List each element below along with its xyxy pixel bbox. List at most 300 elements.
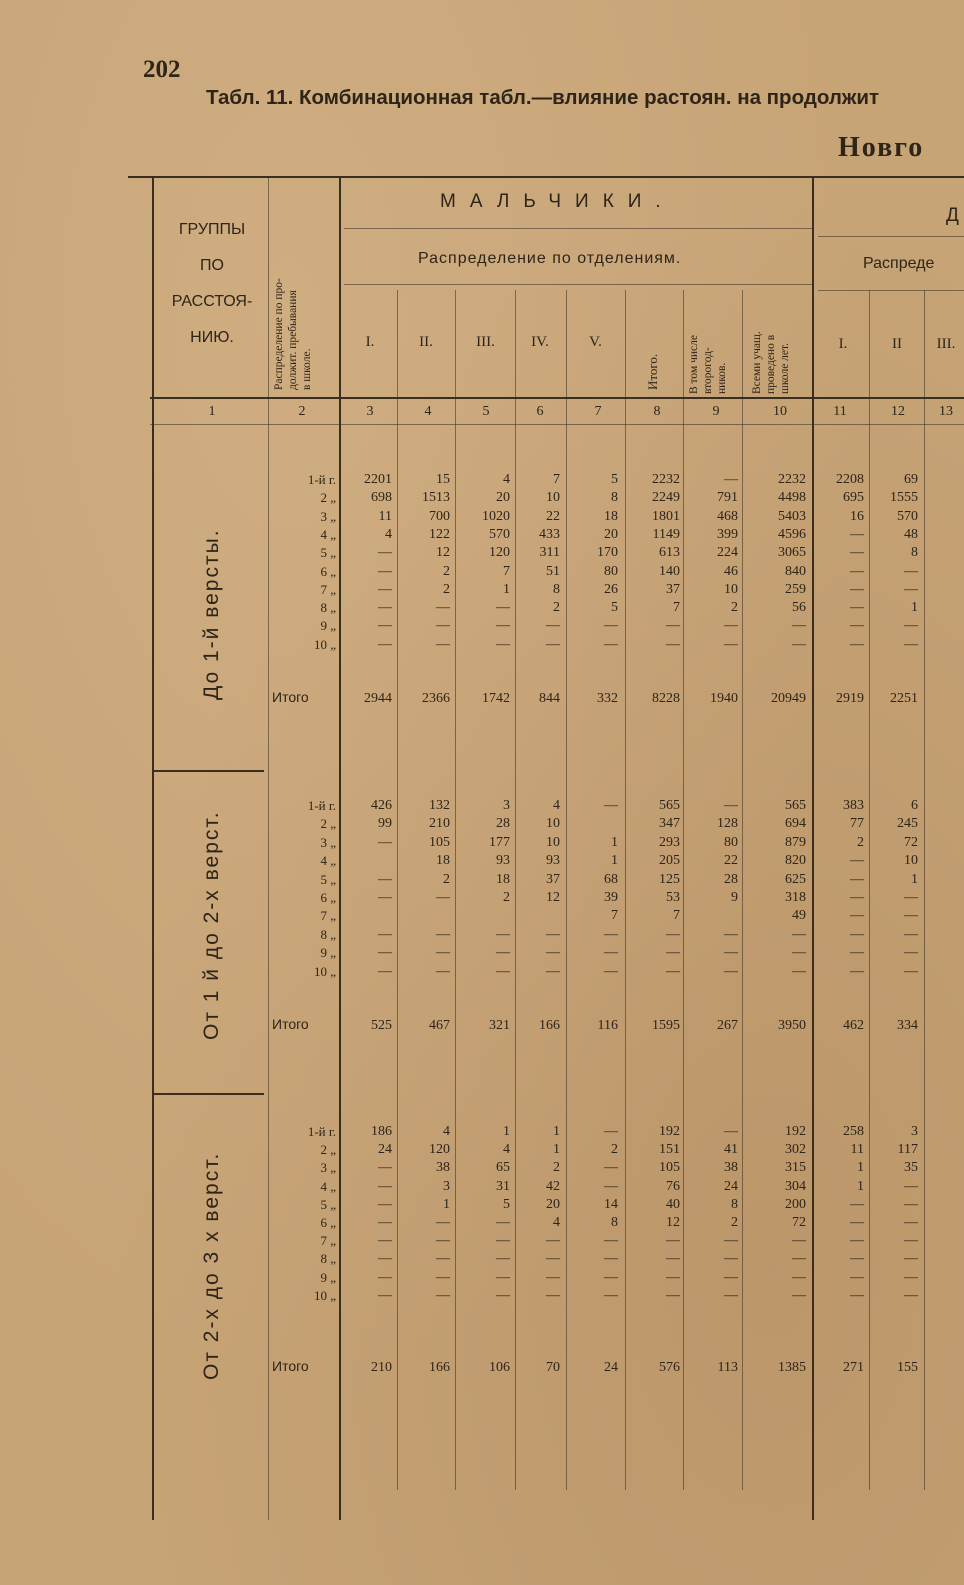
row-label: 7 „ bbox=[320, 908, 336, 924]
table-cell: 177 bbox=[489, 834, 510, 850]
table-cell: — bbox=[850, 600, 864, 616]
table-cell: 840 bbox=[785, 563, 806, 579]
table-cell: — bbox=[724, 1251, 738, 1267]
table-cell: — bbox=[436, 963, 450, 979]
table-cell: 56 bbox=[792, 600, 806, 616]
col9-rule bbox=[742, 290, 743, 1490]
total-cell: 321 bbox=[489, 1018, 510, 1033]
table-cell: 2 bbox=[443, 563, 450, 579]
table-cell: — bbox=[604, 798, 618, 813]
table-cell: — bbox=[496, 600, 510, 616]
table-cell: 11 bbox=[850, 1142, 864, 1158]
total-cell: 462 bbox=[843, 1018, 864, 1033]
table-cell: — bbox=[378, 636, 392, 652]
table-cell: 2249 bbox=[652, 490, 680, 506]
table-cell: 8 bbox=[611, 1215, 618, 1230]
table-cell: — bbox=[604, 618, 618, 634]
table-cell: — bbox=[724, 1124, 738, 1139]
table-cell: — bbox=[792, 1287, 806, 1303]
table-cell: — bbox=[904, 945, 918, 961]
row-label: 2 „ bbox=[320, 816, 336, 832]
table-cell: 1555 bbox=[890, 490, 918, 506]
table-cell: — bbox=[604, 1160, 618, 1176]
column-number: 8 bbox=[653, 404, 661, 419]
table-cell: 93 bbox=[496, 853, 510, 869]
table-cell: 28 bbox=[496, 816, 510, 832]
distribution-header: Распределение по отделениям. bbox=[418, 250, 682, 267]
table-cell: 37 bbox=[666, 581, 680, 597]
table-cell: 49 bbox=[792, 908, 806, 924]
table-cell: 570 bbox=[897, 508, 918, 524]
table-cell: 105 bbox=[429, 834, 450, 850]
table-cell: — bbox=[850, 618, 864, 634]
total-cell: 24 bbox=[604, 1360, 618, 1375]
table-cell: — bbox=[904, 1215, 918, 1230]
total-cell: 576 bbox=[659, 1360, 680, 1375]
total-cell: 1940 bbox=[710, 691, 738, 706]
table-cell: 2 bbox=[611, 1142, 618, 1158]
table-cell: — bbox=[604, 1287, 618, 1303]
table-cell: — bbox=[378, 545, 392, 561]
table-cell: 24 bbox=[724, 1178, 738, 1194]
table-cell: — bbox=[666, 618, 680, 634]
table-cell: 68 bbox=[604, 871, 618, 887]
table-cell: — bbox=[496, 945, 510, 961]
table-cell: 140 bbox=[659, 563, 680, 579]
table-cell: 2 bbox=[443, 871, 450, 887]
table-cell: — bbox=[904, 1269, 918, 1285]
group-name: До 1-й версты. bbox=[200, 528, 223, 700]
col-head-V: V. bbox=[589, 334, 602, 350]
table-cell: 4 bbox=[503, 472, 510, 487]
column-number: 4 bbox=[424, 404, 432, 419]
table-cell: — bbox=[850, 636, 864, 652]
table-cell: 38 bbox=[724, 1160, 738, 1176]
table-cell: — bbox=[378, 618, 392, 634]
table-cell: — bbox=[850, 1287, 864, 1303]
table-cell: — bbox=[904, 963, 918, 979]
total-cell: 267 bbox=[717, 1018, 738, 1033]
table-cell: 565 bbox=[785, 798, 806, 813]
table-cell: 1 bbox=[553, 1142, 560, 1158]
table-cell: — bbox=[604, 1251, 618, 1267]
total-cell: 8228 bbox=[652, 691, 680, 706]
table-cell: 1020 bbox=[482, 508, 510, 524]
table-cell: 51 bbox=[546, 563, 560, 579]
group-separator-1 bbox=[152, 770, 264, 772]
table-cell: 31 bbox=[496, 1178, 510, 1194]
row-label: 1-й г. bbox=[307, 798, 336, 813]
table-cell: 383 bbox=[843, 798, 864, 813]
table-cell: 1 bbox=[911, 871, 918, 887]
table-cell: 192 bbox=[785, 1124, 806, 1139]
table-cell: 695 bbox=[843, 490, 864, 506]
table-cell: 2201 bbox=[364, 472, 392, 487]
table-cell: — bbox=[666, 1251, 680, 1267]
row-label: 5 „ bbox=[320, 871, 336, 887]
table-cell: 69 bbox=[904, 472, 918, 487]
table-cell: 791 bbox=[717, 490, 738, 506]
col-head-II: II. bbox=[419, 334, 433, 350]
table-cell: 24 bbox=[378, 1142, 392, 1158]
table-cell: 2 bbox=[731, 1215, 738, 1230]
table-cell: 1149 bbox=[652, 526, 680, 542]
table-cell: 1 bbox=[503, 581, 510, 597]
table-cell: 1 bbox=[553, 1124, 560, 1139]
table-cell: — bbox=[850, 1196, 864, 1212]
table-cell: — bbox=[904, 908, 918, 924]
total-cell: 155 bbox=[897, 1360, 918, 1375]
total-cell: 332 bbox=[597, 691, 618, 706]
row-label: 10 „ bbox=[313, 636, 336, 652]
table-cell: — bbox=[850, 945, 864, 961]
table-cell: — bbox=[378, 963, 392, 979]
table-cell: 311 bbox=[539, 545, 560, 561]
table-cell: 820 bbox=[785, 853, 806, 869]
row-label: 4 „ bbox=[320, 853, 336, 869]
table-cell: — bbox=[378, 1287, 392, 1303]
table-cell: 41 bbox=[724, 1142, 738, 1158]
table-title: Табл. 11. Комбинационная табл.—влияние растоян. на продолжит bbox=[206, 86, 880, 109]
group-name: От 1 й до 2-х верст. bbox=[200, 810, 223, 1040]
total-cell: 271 bbox=[843, 1360, 864, 1375]
table-cell: 20 bbox=[496, 490, 510, 506]
girls-header-initial: Д bbox=[946, 205, 959, 226]
row-label: 7 „ bbox=[320, 581, 336, 597]
table-cell: 6 bbox=[911, 798, 918, 813]
table-cell: 700 bbox=[429, 508, 450, 524]
table-cell: — bbox=[378, 600, 392, 616]
table-cell: 12 bbox=[666, 1215, 680, 1230]
table-cell: — bbox=[724, 472, 738, 487]
table-cell: — bbox=[496, 1269, 510, 1285]
col7-rule bbox=[625, 290, 626, 1490]
table-cell: — bbox=[436, 926, 450, 942]
table-cell: 117 bbox=[897, 1142, 918, 1158]
total-cell: 2251 bbox=[890, 691, 918, 706]
table-cell: 128 bbox=[717, 816, 738, 832]
table-cell: 8 bbox=[731, 1196, 738, 1212]
table-cell: — bbox=[546, 636, 560, 652]
table-cell: 28 bbox=[724, 871, 738, 887]
table-cell: — bbox=[496, 618, 510, 634]
table-cell: — bbox=[904, 1196, 918, 1212]
table-cell: 53 bbox=[666, 890, 680, 905]
table-cell: 302 bbox=[785, 1142, 806, 1158]
table-cell: — bbox=[378, 1269, 392, 1285]
table-cell: 20 bbox=[604, 526, 618, 542]
table-cell: 80 bbox=[604, 563, 618, 579]
col-head-I: I. bbox=[365, 334, 375, 350]
table-cell: 625 bbox=[785, 871, 806, 887]
table-cell: — bbox=[436, 1215, 450, 1230]
total-cell: 166 bbox=[429, 1360, 450, 1375]
table-cell: 1 bbox=[911, 600, 918, 616]
total-label: Итого bbox=[272, 1358, 309, 1374]
table-cell: 1 bbox=[503, 1124, 510, 1139]
table-cell: 5 bbox=[503, 1196, 510, 1212]
table-cell: 18 bbox=[496, 871, 510, 887]
table-cell: — bbox=[792, 636, 806, 652]
table-cell: — bbox=[604, 1269, 618, 1285]
table-cell: 258 bbox=[843, 1124, 864, 1139]
table-cell: 1 bbox=[857, 1178, 864, 1194]
table-cell: 192 bbox=[659, 1124, 680, 1139]
table-cell: — bbox=[378, 1178, 392, 1194]
table-cell: — bbox=[378, 871, 392, 887]
header-bottom-rule bbox=[150, 397, 964, 399]
table-cell: — bbox=[850, 1251, 864, 1267]
table-cell: 433 bbox=[539, 526, 560, 542]
row-label: 5 „ bbox=[320, 1196, 336, 1212]
table-cell: 4 bbox=[503, 1142, 510, 1158]
table-cell: — bbox=[792, 1233, 806, 1249]
table-cell: 224 bbox=[717, 545, 738, 561]
table-cell: — bbox=[850, 545, 864, 561]
table-cell: — bbox=[496, 1215, 510, 1230]
left-border bbox=[152, 178, 154, 1520]
table-cell: 16 bbox=[850, 508, 864, 524]
table-cell: 72 bbox=[904, 834, 918, 850]
table-cell: 42 bbox=[546, 1178, 560, 1194]
table-cell: 9 bbox=[731, 890, 738, 905]
row-label: 7 „ bbox=[320, 1233, 336, 1249]
table-cell: — bbox=[666, 1269, 680, 1285]
table-cell: 22 bbox=[724, 853, 738, 869]
table-cell: — bbox=[496, 926, 510, 942]
table-cell: 38 bbox=[436, 1160, 450, 1176]
table-cell: — bbox=[850, 890, 864, 905]
table-cell: — bbox=[604, 1178, 618, 1194]
table-cell: 125 bbox=[659, 871, 680, 887]
table-cell: — bbox=[792, 1251, 806, 1267]
table-cell: 2 bbox=[503, 890, 510, 905]
table-cell: — bbox=[724, 926, 738, 942]
table-cell: — bbox=[850, 853, 864, 869]
table-cell: 318 bbox=[785, 890, 806, 905]
table-cell: 76 bbox=[666, 1178, 680, 1194]
row-label: 2 „ bbox=[320, 1142, 336, 1158]
column-number: 9 bbox=[712, 404, 720, 419]
table-cell: 122 bbox=[429, 526, 450, 542]
column-number: 2 bbox=[298, 404, 306, 419]
col12-rule bbox=[924, 290, 925, 1490]
table-cell: — bbox=[436, 1287, 450, 1303]
total-cell: 2366 bbox=[422, 691, 450, 706]
table-cell: 2 bbox=[443, 581, 450, 597]
col-head-III: III. bbox=[476, 334, 495, 350]
table-cell: 10 bbox=[904, 853, 918, 869]
table-cell: 3 bbox=[911, 1124, 918, 1139]
groups-header: ГРУППЫ ПО РАССТОЯ- НИЮ. bbox=[171, 221, 253, 346]
table-cell: 20 bbox=[546, 1196, 560, 1212]
table-cell: 315 bbox=[785, 1160, 806, 1176]
table-cell: 2 bbox=[553, 1160, 560, 1176]
total-cell: 3950 bbox=[778, 1018, 806, 1033]
table-cell: — bbox=[496, 1287, 510, 1303]
col-head-years: Всеми учащ. проведено в школе лет. bbox=[751, 331, 791, 394]
table-cell: — bbox=[436, 1251, 450, 1267]
table-cell: — bbox=[724, 963, 738, 979]
table-cell: — bbox=[724, 945, 738, 961]
col1-rule bbox=[268, 178, 269, 1520]
table-cell: 570 bbox=[489, 526, 510, 542]
right-dist-rule-2 bbox=[818, 290, 964, 291]
table-cell: 40 bbox=[666, 1196, 680, 1212]
group-separator-2 bbox=[152, 1093, 264, 1095]
table-cell: — bbox=[724, 636, 738, 652]
table-cell: 99 bbox=[378, 816, 392, 832]
table-cell: — bbox=[436, 636, 450, 652]
table-cell: — bbox=[436, 600, 450, 616]
table-cell: 72 bbox=[792, 1215, 806, 1230]
top-rule bbox=[128, 176, 964, 178]
table-cell: — bbox=[604, 963, 618, 979]
table-cell: — bbox=[904, 890, 918, 905]
table-cell: 259 bbox=[785, 581, 806, 597]
table-cell: 1 bbox=[611, 853, 618, 869]
total-cell: 467 bbox=[429, 1018, 450, 1033]
table-cell: — bbox=[850, 908, 864, 924]
total-cell: 106 bbox=[489, 1360, 510, 1375]
table-cell: — bbox=[792, 963, 806, 979]
column-number: 6 bbox=[536, 404, 544, 419]
table-cell: — bbox=[850, 1233, 864, 1249]
table-cell: — bbox=[724, 798, 738, 813]
table-cell: 4 bbox=[443, 1124, 450, 1139]
table-cell: — bbox=[850, 526, 864, 542]
table-cell: 5 bbox=[611, 472, 618, 487]
table-cell: — bbox=[904, 581, 918, 597]
table-cell: — bbox=[604, 1124, 618, 1139]
table-cell: — bbox=[436, 1233, 450, 1249]
row-label: 3 „ bbox=[320, 834, 336, 850]
duration-header: Распределение по про- должит. пребывания в школе. bbox=[273, 278, 313, 390]
table-cell: — bbox=[546, 1287, 560, 1303]
table-cell: 132 bbox=[429, 798, 450, 813]
colnum-rule bbox=[150, 424, 964, 425]
table-cell: — bbox=[378, 1196, 392, 1212]
table-cell: — bbox=[496, 1251, 510, 1267]
table-cell: — bbox=[724, 1287, 738, 1303]
total-label: Итого bbox=[272, 1016, 309, 1032]
table-cell: 4498 bbox=[778, 490, 806, 506]
row-label: 4 „ bbox=[320, 1178, 336, 1194]
total-cell: 1742 bbox=[482, 691, 510, 706]
table-cell: 879 bbox=[785, 834, 806, 850]
table-cell: — bbox=[546, 1251, 560, 1267]
table-cell: — bbox=[546, 945, 560, 961]
table-cell: 205 bbox=[659, 853, 680, 869]
col8-rule bbox=[683, 290, 684, 1490]
row-label: 3 „ bbox=[320, 508, 336, 524]
table-cell: — bbox=[604, 1233, 618, 1249]
table-cell: — bbox=[666, 926, 680, 942]
column-number: 7 bbox=[594, 404, 602, 419]
table-cell: 7 bbox=[553, 472, 560, 487]
table-cell: — bbox=[850, 963, 864, 979]
table-cell: 698 bbox=[371, 490, 392, 506]
table-cell: 10 bbox=[724, 581, 738, 597]
row-label: 1-й г. bbox=[307, 472, 336, 487]
table-cell: 10 bbox=[546, 816, 560, 832]
table-cell: — bbox=[904, 563, 918, 579]
total-cell: 1385 bbox=[778, 1360, 806, 1375]
column-number: 3 bbox=[366, 404, 374, 419]
col-head-IV: IV. bbox=[531, 334, 549, 350]
table-cell: 4 bbox=[553, 1215, 560, 1230]
table-cell: — bbox=[724, 1269, 738, 1285]
table-cell: — bbox=[850, 1215, 864, 1230]
table-cell: — bbox=[378, 1251, 392, 1267]
table-cell: 4 bbox=[553, 798, 560, 813]
table-cell: 2232 bbox=[778, 472, 806, 487]
table-cell: 3065 bbox=[778, 545, 806, 561]
table-cell: 105 bbox=[659, 1160, 680, 1176]
table-cell: 80 bbox=[724, 834, 738, 850]
table-cell: 2232 bbox=[652, 472, 680, 487]
table-cell: — bbox=[546, 618, 560, 634]
table-cell: — bbox=[904, 1233, 918, 1249]
table-cell: 1 bbox=[443, 1196, 450, 1212]
right-col-head-III: III. bbox=[936, 336, 956, 352]
row-label: 9 „ bbox=[320, 618, 336, 634]
table-cell: 22 bbox=[546, 508, 560, 524]
table-cell: 399 bbox=[717, 526, 738, 542]
table-cell: 14 bbox=[604, 1196, 618, 1212]
table-cell: — bbox=[666, 1287, 680, 1303]
table-cell: 93 bbox=[546, 853, 560, 869]
table-cell: 15 bbox=[436, 472, 450, 487]
table-cell: 7 bbox=[503, 563, 510, 579]
table-cell: — bbox=[904, 1178, 918, 1194]
table-cell: — bbox=[436, 618, 450, 634]
table-cell: 48 bbox=[904, 526, 918, 542]
table-cell: — bbox=[904, 926, 918, 942]
table-cell: 35 bbox=[904, 1160, 918, 1176]
table-cell: 1 bbox=[611, 834, 618, 850]
table-cell: — bbox=[724, 1233, 738, 1249]
col-head-second-year: В том числе второгод- ников. bbox=[688, 335, 728, 394]
table-cell: 77 bbox=[850, 816, 864, 832]
total-cell: 334 bbox=[897, 1018, 918, 1033]
table-cell: 11 bbox=[378, 508, 392, 524]
row-label: 8 „ bbox=[320, 600, 336, 616]
column-number: 13 bbox=[939, 404, 953, 419]
table-cell: 170 bbox=[597, 545, 618, 561]
table-cell: — bbox=[666, 963, 680, 979]
right-col-head-I: I. bbox=[838, 336, 848, 352]
table-cell: 1 bbox=[857, 1160, 864, 1176]
table-cell: — bbox=[792, 618, 806, 634]
table-cell: 2208 bbox=[836, 472, 864, 487]
table-cell: 245 bbox=[897, 816, 918, 832]
table-cell: 3 bbox=[503, 798, 510, 813]
table-cell: 10 bbox=[546, 834, 560, 850]
table-cell: 186 bbox=[371, 1124, 392, 1139]
table-cell: — bbox=[378, 1233, 392, 1249]
table-cell: — bbox=[604, 636, 618, 652]
table-cell: — bbox=[850, 871, 864, 887]
total-cell: 116 bbox=[597, 1018, 618, 1033]
total-cell: 20949 bbox=[771, 691, 806, 706]
table-cell: — bbox=[792, 945, 806, 961]
total-cell: 70 bbox=[546, 1360, 560, 1375]
table-cell: 2 bbox=[731, 600, 738, 616]
row-label: 8 „ bbox=[320, 926, 336, 942]
boys-rule bbox=[344, 228, 812, 229]
total-cell: 2944 bbox=[364, 691, 392, 706]
